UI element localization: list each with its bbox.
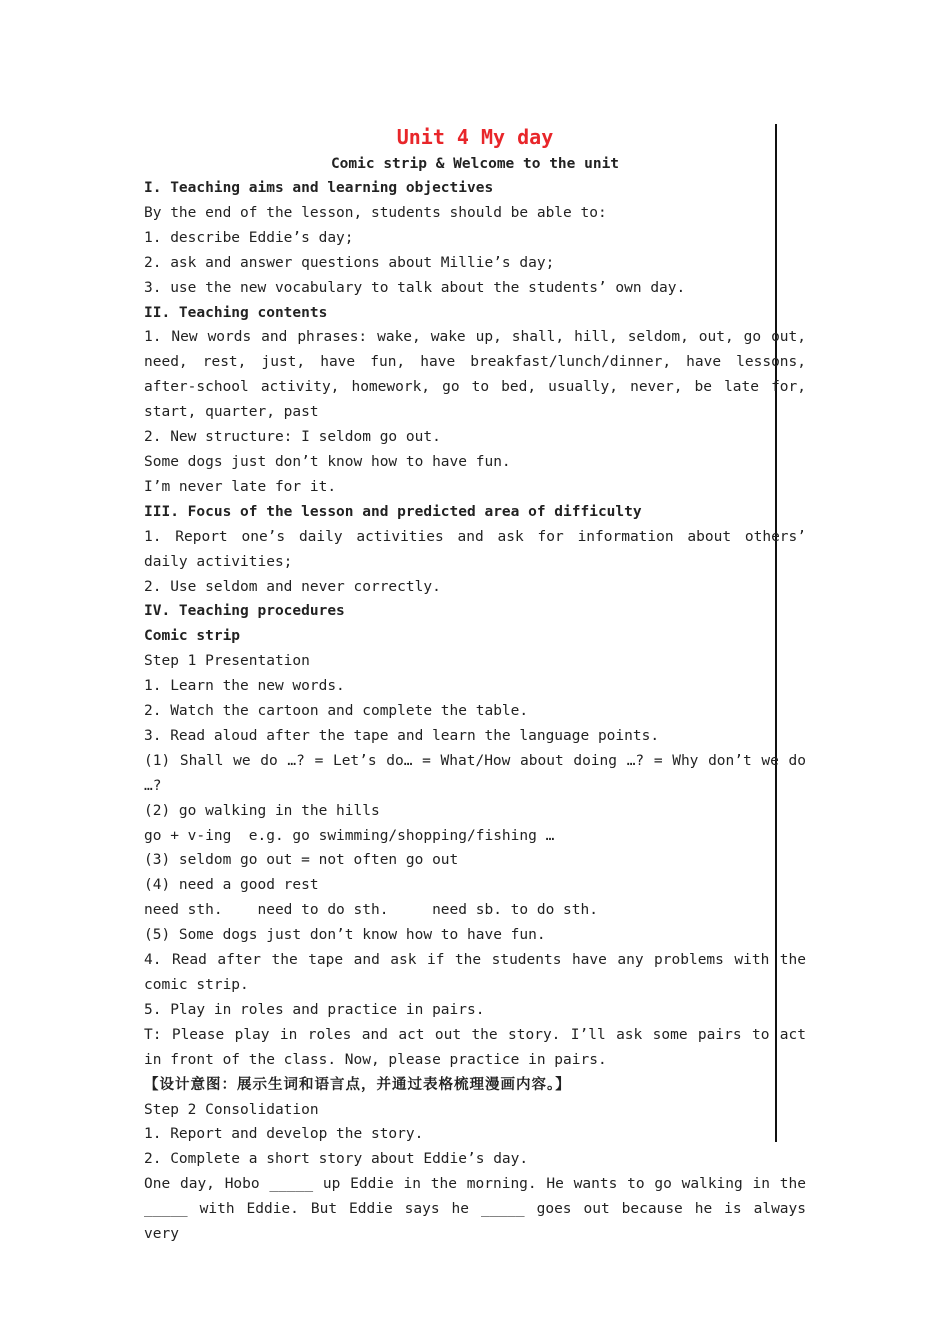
text-line: (5) Some dogs just don’t know how to have fun. xyxy=(144,927,546,944)
page-subtitle: Comic strip & Welcome to the unit xyxy=(330,156,620,172)
text-line: (3) seldom go out = not often go out xyxy=(144,852,459,869)
text-line: 4. Read after the tape and ask if the students have any problems with the comic strip. xyxy=(144,952,815,993)
text-line: 1. Report and develop the story. xyxy=(144,1126,424,1143)
text-line: (4) need a good rest xyxy=(144,877,319,894)
text-line: 2. Watch the cartoon and complete the table. xyxy=(144,703,529,720)
text-line: 5. Play in roles and practice in pairs. xyxy=(144,1001,485,1018)
text-line: go + v-ing e.g. go swimming/shopping/fishing … xyxy=(144,827,555,844)
text-line: 1. Report one’s daily activities and ask for information about others’ daily activities; xyxy=(144,528,815,570)
text-line: Step 2 Consolidation xyxy=(144,1101,319,1118)
text-line: (1) Shall we do …? = Let’s do… = What/How about doing …? = Why don’t we do …? xyxy=(144,752,815,794)
text-line: 3. Read aloud after the tape and learn the language points. xyxy=(144,727,660,744)
text-line: 1. describe Eddie’s day; xyxy=(144,229,354,246)
text-line: 1. Learn the new words. xyxy=(144,678,345,695)
page-title: Unit 4 My day xyxy=(396,125,554,149)
text-line: 3. use the new vocabulary to talk about the students’ own day. xyxy=(144,279,686,296)
section-heading: III. Focus of the lesson and predicted area of difficulty xyxy=(144,503,642,520)
section-heading: IV. Teaching procedures xyxy=(144,603,345,620)
text-line: By the end of the lesson, students should be able to: xyxy=(144,204,607,221)
text-line: T: Please play in roles and act out the story. I’ll ask some pairs to act in front of the class. Now, please practice in pairs. xyxy=(144,1026,815,1068)
text-line: 2. Complete a short story about Eddie’s day. xyxy=(144,1151,529,1168)
text-line: 2. ask and answer questions about Millie’s day; xyxy=(144,254,555,271)
text-line: 2. New structure: I seldom go out. xyxy=(144,429,441,446)
text-line: 2. Use seldom and never correctly. xyxy=(144,578,441,595)
text-line: One day, Hobo _____ up Eddie in the morning. He wants to go walking in the _____ with Eddie. But Eddie says he _____ goes out because he is always very xyxy=(144,1176,815,1243)
text-line: Step 1 Presentation xyxy=(144,653,310,670)
text-line: (2) go walking in the hills xyxy=(144,802,380,819)
text-lines xyxy=(144,176,815,1247)
section-heading: II. Teaching contents xyxy=(144,304,328,321)
section-heading: I. Teaching aims and learning objectives xyxy=(144,180,494,196)
text-line: I’m never late for it. xyxy=(144,478,337,495)
text-line: Some dogs just don’t know how to have fun. xyxy=(144,453,511,470)
text-line: 【设计意图：展示生词和语言点，并通过表格梳理漫画内容。】 xyxy=(144,1076,571,1093)
text-line: 1. New words and phrases: wake, wake up, shall, hill, seldom, out, go out, need, rest, just, have fun, have breakfast/lunch/dinner, have lessons, after-school activity, homework, go to bed, usually, never, be late for, start, quarter, past xyxy=(144,329,815,421)
document-body xyxy=(144,122,815,1247)
text-line: need sth. need to do sth. need sb. to do sth. xyxy=(144,902,598,919)
section-heading: Comic strip xyxy=(144,628,241,645)
